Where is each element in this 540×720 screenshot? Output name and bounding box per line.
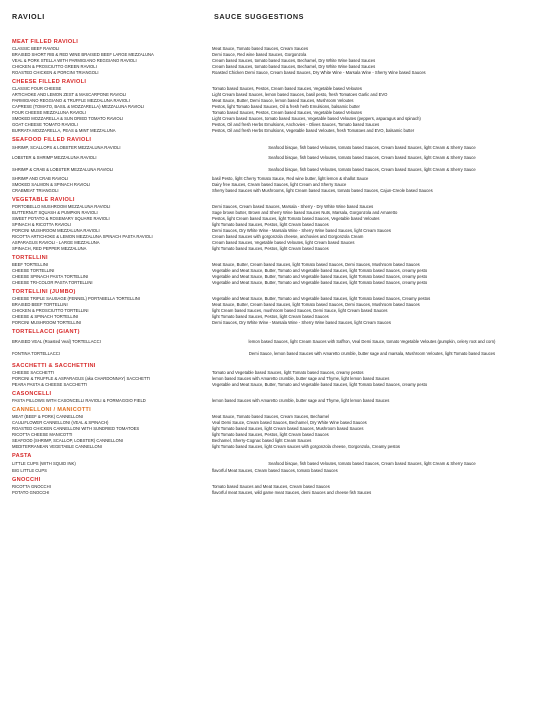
product-name: CHEESE & SPINACH TORTELLINI	[12, 314, 79, 319]
section-heading: CANNELLONI / MANICOTTI	[12, 407, 92, 413]
product-name: MEDITERRANEAN VEGETABLE CANNELLONI	[12, 444, 102, 449]
product-name: RICOTTA ARTICHOKE & LEMON MEZZALUNA SPINACH PASTA RAVIOLI	[12, 234, 153, 239]
product-name: CHEESE TRI-COLOR PASTA TORTELLINI	[12, 280, 93, 285]
sauce-suggestion: light Tomato based Sauces, Pestos, light Cream based Sauces	[212, 314, 329, 319]
sauce-suggestion: Cream based Sauces, Vegetable based Veloutes, light Cream based Sauces	[212, 240, 355, 245]
sauce-suggestion: Tomato based Sauces, Pestos, Cream based Sauces, Vegetable based Veloutes	[212, 110, 362, 115]
list-item	[12, 128, 534, 134]
product-name: CHICKEN & PROSCIUTTO GREEN RAVIOLI	[12, 64, 97, 69]
sauce-suggestion: Vegetable and Meat Sauce, Butter, Tomato and Vegetable based Sauces, light Tomato based Sauces, creamy pesto	[212, 274, 428, 279]
product-name: PARMIGIANO REGGIANO & TRUFFLE MEZZALUNA RAVIOLI	[12, 98, 130, 103]
section-heading: CASONCELLI	[12, 391, 52, 397]
sauce-suggestion: Sage brown butter, Brown and Sherry Wine based Sauces Nuts, Marsala, Gorgonzola and Amaretto	[212, 210, 398, 215]
sauce-suggestion: Bechamel, Sherry-Cognac based light Cream Sauces	[212, 438, 312, 443]
sauce-suggestion: Seafood bisque, fish based Veloutes, tomato based Sauces, Cream based Sauces, light Cream & Sherry Sauce	[268, 461, 476, 467]
section-heading: SACCHETTI & SACCHETTINI	[12, 363, 96, 369]
section-heading: TORTELLACCI (GIANT)	[12, 329, 80, 335]
sauce-suggestion: light Tomato based Sauces, light Cream based Sauces, Mushroom based Sauces	[212, 426, 364, 431]
sauce-suggestion: Light Cream based Sauces, lemon based Sauces, basil pesto, fresh Tomatoes Garlic and EVO	[212, 92, 388, 97]
product-name: RICOTTA CHEESE MANICOTTI	[12, 432, 73, 437]
product-name: FONTINA TORTELLACCI	[12, 351, 60, 357]
sauce-suggestion: flavorful Meat Sauces, Cream based Sauces, tomato based Sauces	[212, 468, 338, 473]
product-name: SMOKED MOZZARELLA & SUN DRIED TOMATO RAVIOLI	[12, 116, 124, 121]
list-item	[12, 320, 534, 326]
product-name: CHEESE TRIPLE SAUSAGE (FENNEL) PORTABELLA TORTELLINI	[12, 296, 140, 301]
product-name: LOBSTER & SHRIMP MEZZALUNA RAVIOLI	[12, 155, 97, 161]
list-item	[12, 152, 534, 164]
product-name: BUTTERNUT SQUASH & PUMPKIN RAVIOLI	[12, 210, 98, 215]
sauce-suggestion: Light Cream based Sauces, tomato based Sauces, Vegetable based Veloutes (peppers, asparagus and spinach)	[212, 116, 421, 121]
product-name: CHEESE SACCHETTI	[12, 370, 55, 375]
sauce-suggestion: Tomato based Sauces and Meat Sauces, Cream based Sauces	[212, 484, 330, 489]
product-list	[12, 36, 534, 496]
sauce-suggestion: Roasted Chicken Demi Sauce, Cream based Sauces, Dry White Wine - Marsala Wine - Sherry Wine based Sauces	[212, 70, 426, 75]
product-name: CAPRESE (TOMATO, BASIL & MOZZARELLA) MEZZALUNA RAVIOLI	[12, 104, 145, 109]
section-heading: VEGETABLE RAVIOLI	[12, 197, 75, 203]
sauce-suggestion: Dairy free Sauces, Cream based Sauces, light Cream and Sherry Sauce	[212, 182, 347, 187]
product-name: PORCINI MUSHROOM TORTELLINI	[12, 320, 82, 325]
sauce-suggestion: light Tomato based Sauces, light Cream sauces with gorgonzola cheese, Gorgonzola, Creamy pestos	[212, 444, 400, 449]
product-name: ASPARAGUS RAVIOLI - LARGE MEZZALUNA	[12, 240, 100, 245]
product-name: BRAISED SHORT RIB & RED WINE BRAISED BEEF LARGE MEZZALUNA	[12, 52, 154, 57]
sauce-suggestion: Demi Sauce, Red wine based Sauces, Gorgonzola	[212, 52, 307, 57]
sauce-suggestion: basil Pesto, light Cherry Tomato Sauce, Red wine butter, light lemon & shallot Sauce	[212, 176, 369, 181]
sauce-suggestion: Vegetable and Meat Sauce, Butter, Tomato and Vegetable based Sauces, light Tomato based Sauces, creamy pesto	[212, 268, 428, 273]
section-heading: MEAT FILLED RAVIOLI	[12, 39, 79, 45]
sauce-suggestion: Demi Sauces, Cream based Sauces, Marsala - Sherry - Dry White Wine based Sauces	[212, 204, 374, 209]
product-name: SHRIMP, SCALLOPS & LOBSTER MEZZALUNA RAVIOLI	[12, 145, 121, 151]
list-item	[12, 144, 534, 152]
sauce-suggestion: flavorful meat Sauces, wild game meat Sauces, demi Sauces and cheese fish Sauces	[212, 490, 372, 495]
product-name: SPINACH, RED PEPPER MEZZALUNA	[12, 246, 87, 251]
sauce-suggestion: Seafood bisque, fish based Veloutes, tomato based Sauces, Cream based Sauces, light Cream & Sherry Sauce	[268, 155, 476, 161]
sauce-suggestion: Pestos, light Cream based Sauces, light Tomato based Sauces, Vegetable based Veloutes	[212, 216, 380, 221]
section-heading: TORTELLINI	[12, 255, 48, 261]
product-name: ARTICHOKE AND LEMON ZEST & MASCARPONE RAVIOLI	[12, 92, 127, 97]
sauce-suggestion: Meat Sauce, Butter, Cream based Sauces, light Tomato based Sauces, Demi Sauces, Mushroom based Sauces	[212, 262, 420, 267]
sauce-suggestion: Vegetable and Meat Sauce, Butter, Tomato and Vegetable based Sauces, light Tomato based Sauces, Creamy pestos	[212, 296, 431, 301]
sauce-suggestion: Veal Demi Sauce, Cream based Sauces, Bechamel, Dry White Wine based Sauces	[212, 420, 367, 425]
product-name: GOAT CHEESE TOMATO RAVIOLI	[12, 122, 78, 127]
sauce-suggestion: light Tomato based Sauces, Pestos, light Cream based Sauces	[212, 432, 329, 437]
product-name: BURRATA MOZZARELLA, PEAS & MINT MEZZALUNA	[12, 128, 116, 133]
list-item	[12, 336, 534, 348]
column-header-sauce-suggestions: SAUCE SUGGESTIONS	[214, 12, 305, 21]
product-name: CHEESE TORTELLINI	[12, 268, 55, 273]
product-name: PORCINI & TRUFFLE & ASPARAGUS (aka CHARDONNAY) SACCHETTI	[12, 376, 151, 381]
list-item	[12, 460, 534, 468]
sauce-suggestion: lemon based Sauces with Amaretto crumble, butter sage and Thyme, light lemon based Sauces	[212, 398, 390, 403]
sauce-suggestion: Demi Sauces, Dry White Wine - Marsala Wine - Sherry Wine based Sauces, light Cream Sauces	[212, 320, 391, 325]
list-item	[12, 348, 534, 360]
list-item	[12, 398, 534, 404]
sauce-suggestion: Meat Sauce, Butter, Cream based Sauces, light Tomato based Sauces, Demi Sauces, Mushroom based Sauces	[212, 302, 420, 307]
product-name: SWEET POTATO & ROSEMARY SQUARE RAVIOLI	[12, 216, 110, 221]
product-name: SHRIMP & CRAB & LOBSTER MEZZALUNA RAVIOLI	[12, 167, 114, 173]
product-name: SHRIMP AND CRAB RAVIOLI	[12, 176, 69, 181]
sauce-suggestion: Vegetable and Meat Sauce, Butter, Tomato and Vegetable based Sauces, light Tomato based Sauces, creamy pesto	[212, 382, 428, 387]
sauce-suggestion: Sherry based Sauces with Mushrooms, light Cream based Sauces, tomato based Sauces, Cajun-Creole based Sauces	[212, 188, 433, 193]
product-name: ROASTED CHICKEN & PORCINI TRIANGOLI	[12, 70, 99, 75]
sauce-suggestion: Pestos, light Tomato based Sauces, Oil & fresh herb Emulsions, balsamic butter	[212, 104, 360, 109]
column-header-ravioli: RAVIOLI	[12, 12, 45, 21]
product-name: CHEESE SPINACH PASTA TORTELLINI	[12, 274, 89, 279]
product-name: CAULIFLOWER CANNELLONI (VEAL & SPINACH)	[12, 420, 109, 425]
sauce-suggestion: Pestos, Oil and fresh Herbs Emulsions, Anchovies - Olives Sauces, Tomato based Sauces	[212, 122, 380, 127]
sauce-suggestion: Pestos, Oil and fresh Herbs Emulsions, Vegetable based Veloutes, fresh Tomatoes and EVO, balsamic butter	[212, 128, 415, 133]
sauce-suggestion: Vegetable and Meat Sauce, Butter, Tomato and Vegetable based Sauces, light Tomato based Sauces, creamy pesto	[212, 280, 428, 285]
section-heading: SEAFOOD FILLED RAVIOLI	[12, 137, 92, 143]
sauce-suggestion: Tomato and Vegetable based Sauces, light Tomato based Sauces, creamy pestos	[212, 370, 364, 375]
sauce-suggestion: Demi Sauces, Dry White Wine - Marsala Wine - Sherry Wine based Sauces, light Cream Sauces	[212, 228, 391, 233]
product-name: POTATO GNOCCHI	[12, 490, 50, 495]
product-name: BIG LITTLE CUPS	[12, 468, 47, 473]
product-name: SMOKED SALMON & SPINACH RAVIOLI	[12, 182, 91, 187]
product-name: PORCINI MUSHROOM MEZZALUNA RAVIOLI	[12, 228, 100, 233]
list-item	[12, 188, 534, 194]
list-item	[12, 70, 534, 76]
sauce-suggestion: Meat Sauce, Butter, Demi Sauce, lemon based Sauces, Mushroom Veloutes	[212, 98, 354, 103]
sauce-suggestion: light Tomato based Sauces, Pestos, light Cream based Sauces	[212, 222, 329, 227]
list-item	[12, 382, 534, 388]
list-item	[12, 164, 534, 176]
section-heading: CHEESE FILLED RAVIOLI	[12, 79, 87, 85]
section-heading: TORTELLINI (JUMBO)	[12, 289, 76, 295]
sauce-suggestion: Meat Sauce, Tomato based Sauces, Cream Sauces	[212, 46, 309, 51]
product-name: CLASSIC BEEF RAVIOLI	[12, 46, 60, 51]
product-name: MEAT (BEEF & PORK) CANNELLONI	[12, 414, 84, 419]
list-item	[12, 490, 534, 496]
section-heading: GNOCCHI	[12, 477, 41, 483]
sauce-suggestion: Meat Sauce, Tomato based Sauces, Cream Sauces, Bechamel	[212, 414, 330, 419]
list-item	[12, 246, 534, 252]
product-name: LITTLE CUPS (WITH SQUID INK)	[12, 461, 76, 467]
sauce-suggestion: lemon based Sauces with Amaretto crumble, butter sage and Thyme, light lemon based Sauces	[212, 376, 390, 381]
product-name: ROASTED CHICKEN CANNELLONI WITH SUNDRIED TOMATOES	[12, 426, 140, 431]
product-name: RICOTTA GNOCCHI	[12, 484, 51, 489]
sauce-suggestion: Seafood bisque, fish based Veloutes, tomato based Sauces, Cream based Sauces, light Cream & Sherry Sauce	[268, 167, 476, 173]
sauce-suggestion: lemon based Sauces, light Cream Sauces with Saffron, Veal Demi Sauce, tomato Vegetable Veloutes (pumpkin, celery root and corn)	[248, 339, 496, 345]
product-name: BRAISED BEEF TORTELLINI	[12, 302, 68, 307]
sauce-suggestion: Demi Sauce, lemon based Sauces with Amaretto crumble, butter sage and marsala, Mushroom Veloutes, light Tomato based Sauces	[248, 351, 496, 357]
product-name: SPINACH & RICOTTA RAVIOLI	[12, 222, 71, 227]
product-name: PEARA PASTA & CHEESE SACCHETTI	[12, 382, 88, 387]
product-name: BEEF TORTELLINI	[12, 262, 49, 267]
product-name: CRABMEAT TRIANGOLI	[12, 188, 59, 193]
sauce-suggestion: Seafood bisque, fish based Veloutes, tomato based Sauces, Cream based Sauces, light Cream & Sherry Sauce	[268, 145, 476, 151]
list-item	[12, 444, 534, 450]
sauce-suggestion: Cream based Sauces, tomato based Sauces, Bechamel, Dry White Wine based Sauces	[212, 58, 376, 63]
product-name: FOUR CHEESE MEZZALUNA RAVIOLI	[12, 110, 86, 115]
sauce-suggestion: Cream based Sauces, tomato based Sauces, Bechamel, Dry White Wine based Sauces	[212, 64, 376, 69]
list-item	[12, 280, 534, 286]
product-name: CHICKEN & PROSCIUTTO TORTELLINI	[12, 308, 89, 313]
section-heading: PASTA	[12, 453, 32, 459]
product-name: SEAFOOD (SHRIMP, SCALLOP, LOBSTER) CANNELLONI	[12, 438, 124, 443]
product-name: PASTA PILLOWS WITH CASONCELLI RAVIOLI & FORMAGGIO FIELD	[12, 398, 146, 403]
product-name: CLASSIC FOUR CHEESE	[12, 86, 62, 91]
sauce-suggestion: Tomato based Sauces, Pestos, Cream based Sauces, Vegetable based Veloutes	[212, 86, 362, 91]
product-name: BRAISED VEAL (Roasted Veal) TORTELLACCI	[12, 339, 101, 345]
sauce-suggestion: Cream based Sauces with gorgonzola cheese, anchovies and Gorgonzola Cream	[212, 234, 364, 239]
sauce-suggestion: light Tomato based Sauces, Pestos, light Cream based Sauces	[212, 246, 329, 251]
product-name: PORTOBELLO MUSHROOM MEZZALUNA RAVIOLI	[12, 204, 111, 209]
sauce-suggestion: light Cream based Sauces, mushroom based Sauces, Demi Sauce, light Cream based Sauces	[212, 308, 388, 313]
product-name: VEAL & PORK STELLA WITH PARMIGIANO REGGIANO RAVIOLI	[12, 58, 137, 63]
list-item	[12, 468, 534, 474]
